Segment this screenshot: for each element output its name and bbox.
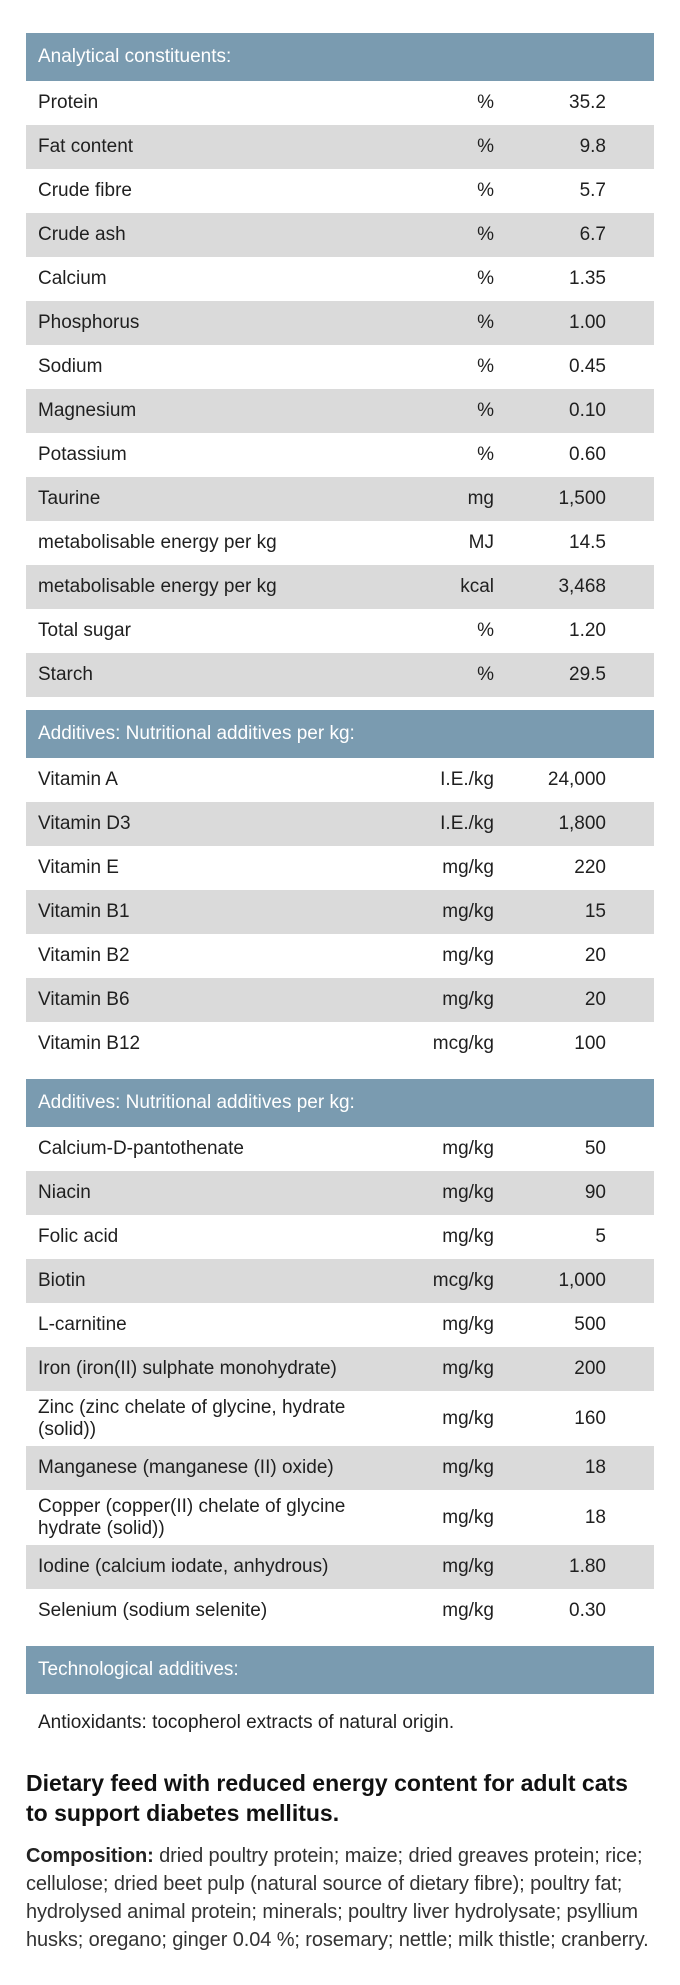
constituent-value: 18 xyxy=(584,1457,606,1478)
constituent-unit: % xyxy=(477,92,494,113)
constituent-name: Potassium xyxy=(38,444,127,465)
composition-label: Composition: xyxy=(26,1845,154,1867)
constituent-value: 18 xyxy=(584,1506,606,1528)
constituent-unit: mg/kg xyxy=(442,1358,494,1379)
constituent-unit: mg/kg xyxy=(442,1314,494,1335)
table-row xyxy=(26,609,654,653)
table-row xyxy=(26,389,654,433)
constituent-value: 1,000 xyxy=(558,1270,606,1291)
constituent-unit: mg/kg xyxy=(442,1457,494,1478)
constituent-unit: mg/kg xyxy=(442,901,494,922)
antioxidants-text: Antioxidants: tocopherol extracts of natural origin. xyxy=(38,1712,455,1733)
constituent-name: Vitamin B1 xyxy=(38,901,130,922)
table-row xyxy=(26,890,654,934)
constituent-name: Fat content xyxy=(38,136,134,157)
constituent-unit: % xyxy=(477,136,494,157)
constituent-value: 29.5 xyxy=(569,664,606,685)
constituent-unit: mg/kg xyxy=(442,857,494,878)
constituent-unit: mg/kg xyxy=(442,989,494,1010)
constituent-name: Starch xyxy=(38,664,93,685)
constituent-name: Crude ash xyxy=(38,224,126,245)
constituent-value: 0.10 xyxy=(569,400,606,421)
constituent-rows xyxy=(26,81,654,697)
constituent-name: Vitamin A xyxy=(38,769,118,790)
constituent-value: 5.7 xyxy=(579,180,606,201)
constituent-value: 20 xyxy=(584,989,606,1010)
constituent-value: 35.2 xyxy=(569,92,606,113)
constituent-value: 1.35 xyxy=(569,268,606,289)
constituent-value: 220 xyxy=(574,857,606,878)
table-row xyxy=(26,1171,654,1215)
constituent-value: 20 xyxy=(584,945,606,966)
section-header: Technological additives: xyxy=(26,1646,654,1694)
table-row xyxy=(26,978,654,1022)
section-header: Analytical constituents: xyxy=(26,33,654,81)
constituent-unit: mg/kg xyxy=(442,1407,494,1429)
constituent-value: 1.20 xyxy=(569,620,606,641)
technological-additives-section xyxy=(26,1646,654,1752)
constituent-name: Total sugar xyxy=(38,620,131,641)
constituent-unit: mcg/kg xyxy=(432,1270,494,1291)
constituent-value: 0.45 xyxy=(569,356,606,377)
table-row xyxy=(26,802,654,846)
section-header: Additives: Nutritional additives per kg: xyxy=(26,710,654,758)
constituent-name: metabolisable energy per kg xyxy=(38,576,277,597)
constituent-name: Vitamin E xyxy=(38,857,119,878)
constituent-name: Protein xyxy=(38,92,99,113)
nutrition-sheet xyxy=(26,33,654,1954)
constituent-value: 50 xyxy=(584,1138,606,1159)
constituent-value: 1,800 xyxy=(558,813,606,834)
constituent-unit: % xyxy=(477,356,494,377)
constituent-value: 0.60 xyxy=(569,444,606,465)
constituent-name: Calcium xyxy=(38,268,107,289)
table-row xyxy=(26,1490,654,1545)
nutrition-section xyxy=(26,1079,654,1633)
constituent-name: Biotin xyxy=(38,1270,86,1291)
product-title: Dietary feed with reduced energy content for adult cats to support diabetes mellitus. xyxy=(26,1770,628,1826)
constituent-unit: % xyxy=(477,620,494,641)
table-row xyxy=(26,169,654,213)
constituent-unit: MJ xyxy=(468,532,494,553)
constituent-unit: I.E./kg xyxy=(440,813,494,834)
constituent-unit: mg/kg xyxy=(442,1138,494,1159)
constituent-name: Vitamin D3 xyxy=(38,813,131,834)
table-row xyxy=(26,125,654,169)
constituent-unit: % xyxy=(477,664,494,685)
table-row xyxy=(26,213,654,257)
constituent-value: 6.7 xyxy=(579,224,606,245)
constituent-name: Sodium xyxy=(38,356,103,377)
nutrition-tables xyxy=(26,33,654,1633)
constituent-value: 160 xyxy=(574,1407,606,1429)
constituent-value: 100 xyxy=(574,1033,606,1054)
table-row xyxy=(26,81,654,125)
composition-text: dried poultry protein; maize; dried greaves protein; rice; cellulose; dried beet pulp (natural source of dietary fibre); poultry fat; hydrolysed animal protein; minerals; poultry liver hydrolysate; psyllium husks; oregano; ginger 0.04 %; rosemary; nettle; milk thistle; cranberry. xyxy=(26,1845,649,1951)
table-row xyxy=(26,1391,654,1446)
constituent-name: metabolisable energy per kg xyxy=(38,532,277,553)
constituent-name: Folic acid xyxy=(38,1226,119,1247)
constituent-rows xyxy=(26,758,654,1066)
table-row xyxy=(26,521,654,565)
table-row xyxy=(26,1446,654,1490)
constituent-unit: mg/kg xyxy=(442,1226,494,1247)
table-row xyxy=(26,1022,654,1066)
constituent-value: 1.80 xyxy=(569,1556,606,1577)
table-row xyxy=(26,433,654,477)
constituent-unit: I.E./kg xyxy=(440,769,494,790)
constituent-name: Magnesium xyxy=(38,400,137,421)
table-row xyxy=(26,846,654,890)
constituent-name: Zinc (zinc chelate of glycine, hydrate (solid)) xyxy=(38,1396,346,1440)
constituent-value: 3,468 xyxy=(558,576,606,597)
constituent-unit: % xyxy=(477,180,494,201)
constituent-unit: mg/kg xyxy=(442,1182,494,1203)
constituent-value: 15 xyxy=(584,901,606,922)
constituent-unit: kcal xyxy=(460,576,494,597)
table-row xyxy=(26,653,654,697)
constituent-value: 90 xyxy=(584,1182,606,1203)
constituent-unit: % xyxy=(477,312,494,333)
constituent-value: 0.30 xyxy=(569,1600,606,1621)
table-row xyxy=(26,1215,654,1259)
constituent-name: Niacin xyxy=(38,1182,91,1203)
constituent-name: Copper (copper(II) chelate of glycine hydrate (solid)) xyxy=(38,1495,346,1539)
constituent-unit: % xyxy=(477,444,494,465)
table-row xyxy=(26,257,654,301)
constituent-value: 9.8 xyxy=(579,136,606,157)
table-row xyxy=(26,1127,654,1171)
constituent-name: Taurine xyxy=(38,488,101,509)
constituent-value: 200 xyxy=(574,1358,606,1379)
constituent-value: 14.5 xyxy=(569,532,606,553)
constituent-value: 500 xyxy=(574,1314,606,1335)
table-row xyxy=(26,301,654,345)
constituent-name: L-carnitine xyxy=(38,1314,127,1335)
nutrition-section xyxy=(26,710,654,1066)
constituent-value: 5 xyxy=(595,1226,606,1247)
constituent-name: Crude fibre xyxy=(38,180,132,201)
constituent-name: Selenium (sodium selenite) xyxy=(38,1600,268,1621)
constituent-name: Iodine (calcium iodate, anhydrous) xyxy=(38,1556,329,1577)
constituent-name: Vitamin B6 xyxy=(38,989,130,1010)
constituent-name: Vitamin B12 xyxy=(38,1033,141,1054)
constituent-unit: mg/kg xyxy=(442,1600,494,1621)
table-row xyxy=(26,934,654,978)
constituent-unit: mcg/kg xyxy=(432,1033,494,1054)
table-row xyxy=(26,1545,654,1589)
constituent-name: Vitamin B2 xyxy=(38,945,130,966)
constituent-name: Phosphorus xyxy=(38,312,140,333)
constituent-value: 1,500 xyxy=(558,488,606,509)
section-header: Additives: Nutritional additives per kg: xyxy=(26,1079,654,1127)
table-row xyxy=(26,1259,654,1303)
constituent-unit: mg/kg xyxy=(442,1556,494,1577)
constituent-unit: % xyxy=(477,224,494,245)
constituent-rows xyxy=(26,1127,654,1633)
table-row xyxy=(26,1589,654,1633)
constituent-value: 24,000 xyxy=(547,769,606,790)
composition-paragraph xyxy=(26,1842,654,1954)
table-row xyxy=(26,345,654,389)
table-row xyxy=(26,477,654,521)
constituent-value: 1.00 xyxy=(569,312,606,333)
constituent-unit: % xyxy=(477,400,494,421)
constituent-unit: mg/kg xyxy=(442,1506,494,1528)
constituent-name: Calcium-D-pantothenate xyxy=(38,1138,244,1159)
constituent-unit: mg xyxy=(467,488,494,509)
constituent-name: Iron (iron(II) sulphate monohydrate) xyxy=(38,1358,337,1379)
table-row xyxy=(26,1303,654,1347)
table-row xyxy=(26,758,654,802)
constituent-unit: % xyxy=(477,268,494,289)
nutrition-section xyxy=(26,33,654,697)
table-row xyxy=(26,1347,654,1391)
constituent-unit: mg/kg xyxy=(442,945,494,966)
constituent-name: Manganese (manganese (II) oxide) xyxy=(38,1457,334,1478)
table-row xyxy=(26,565,654,609)
